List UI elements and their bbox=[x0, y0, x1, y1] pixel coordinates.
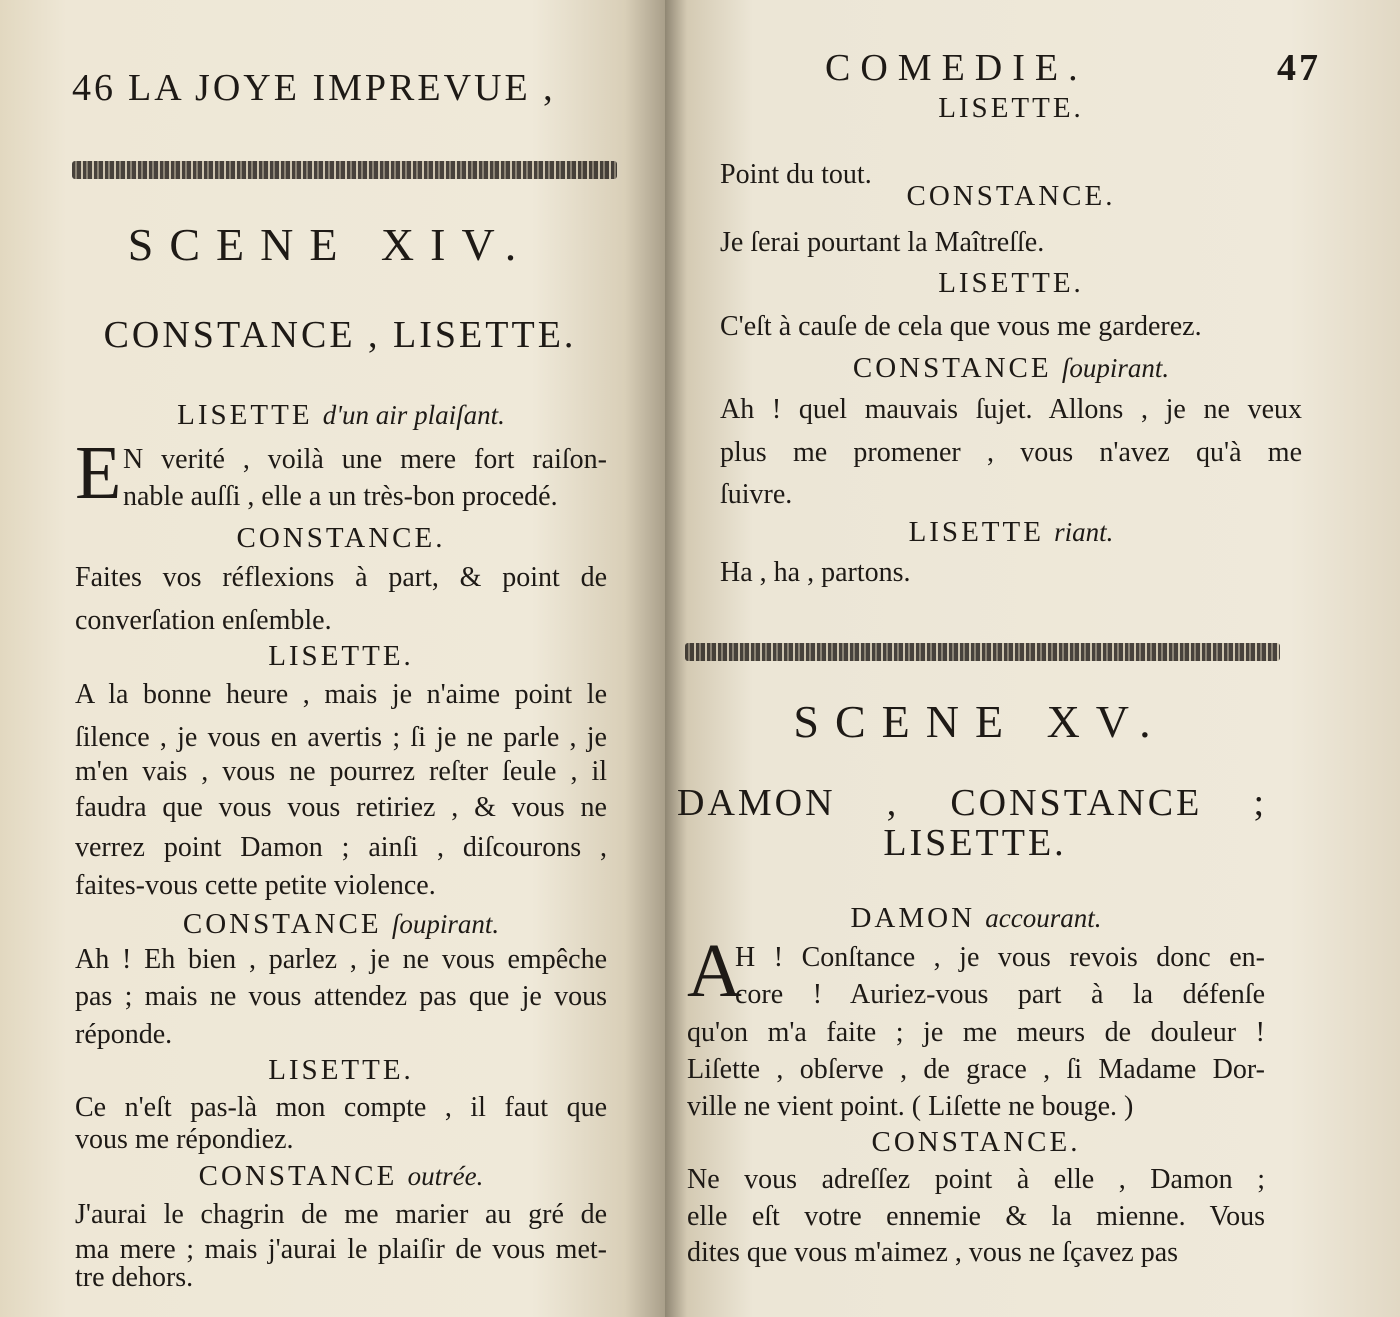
speaker-name: CONSTANCE. bbox=[906, 180, 1116, 212]
text-line: A la bonne heure , mais je n'aime point le bbox=[75, 679, 607, 710]
speaker-name: DAMON bbox=[850, 902, 976, 934]
scene-characters: LISETTE. bbox=[883, 822, 1067, 864]
text-line: Ne vous adreſſez point à elle , Damon ; bbox=[687, 1164, 1265, 1195]
drop-capital: A bbox=[687, 929, 742, 1013]
text-line: ſuivre. bbox=[720, 479, 793, 510]
speaker-name: LISETTE. bbox=[938, 92, 1084, 124]
page-number: 47 bbox=[1277, 47, 1321, 89]
text-line: ville ne vient point. ( Liſette ne bouge. ) bbox=[687, 1091, 1134, 1122]
text-line: Faites vos réflexions à part, & point de bbox=[75, 562, 607, 593]
running-head: COMEDIE. bbox=[825, 47, 1088, 89]
stage-direction: accourant. bbox=[985, 903, 1102, 933]
speaker-name: LISETTE bbox=[177, 399, 313, 431]
speaker-name: CONSTANCE bbox=[198, 1160, 398, 1192]
text-line: J'aurai le chagrin de me marier au gré de bbox=[75, 1199, 607, 1230]
stage-direction: ſoupirant. bbox=[1061, 353, 1170, 383]
text-line: elle eſt votre ennemie & la mienne. Vous bbox=[687, 1201, 1265, 1232]
speaker-line bbox=[720, 265, 1302, 301]
text-line: réponde. bbox=[75, 1019, 173, 1050]
speaker-line bbox=[720, 514, 1302, 550]
text-line: plus me promener , vous n'avez qu'à me bbox=[720, 437, 1302, 468]
text-line: m'en vais , vous ne pourrez reſter ſeule , il bbox=[75, 756, 607, 787]
text-line: ſilence , je vous en avertis ; ſi je ne parle , je bbox=[75, 722, 607, 753]
text-line: dites que vous m'aimez , vous ne ſçavez pas bbox=[687, 1237, 1179, 1268]
text-line: Liſette , obſerve , de grace , ſi Madame Dor- bbox=[687, 1054, 1265, 1085]
speaker-line bbox=[75, 520, 607, 556]
speaker-name: LISETTE. bbox=[938, 267, 1084, 299]
text-line: faites-vous cette petite violence. bbox=[75, 870, 436, 901]
stage-direction: riant. bbox=[1054, 517, 1114, 547]
text-line: core ! Auriez-vous part à la défenſe bbox=[735, 979, 1265, 1010]
text-line: qu'on m'a faite ; je me meurs de douleur ! bbox=[687, 1017, 1265, 1048]
scene-title: SCENE XV. bbox=[793, 696, 1167, 747]
text-line: vous me répondiez. bbox=[75, 1124, 294, 1155]
scene-characters: CONSTANCE , LISETTE. bbox=[103, 314, 577, 356]
text-line: N verité , voilà une mere fort raiſon- bbox=[123, 444, 607, 475]
speaker-name: LISETTE. bbox=[268, 640, 414, 672]
left-page bbox=[0, 0, 665, 1317]
scene-title: SCENE XIV. bbox=[127, 219, 533, 270]
speaker-line bbox=[720, 178, 1302, 214]
speaker-line bbox=[75, 1158, 607, 1194]
speaker-line bbox=[75, 1052, 607, 1088]
speaker-line bbox=[720, 90, 1302, 126]
right-page bbox=[665, 0, 1400, 1317]
text-line: pas ; mais ne vous attendez pas que je vous bbox=[75, 981, 607, 1012]
ornament-divider bbox=[72, 161, 617, 179]
scene-characters: DAMON , CONSTANCE ; bbox=[677, 782, 1267, 824]
text-line: Je ſerai pourtant la Maîtreſſe. bbox=[720, 227, 1045, 258]
speaker-name: CONSTANCE. bbox=[236, 522, 446, 554]
speaker-line bbox=[75, 906, 607, 942]
running-head: LA JOYE IMPREVUE , bbox=[128, 67, 556, 109]
text-line: converſation enſemble. bbox=[75, 605, 332, 636]
text-line: nable auſſi , elle a un très-bon procedé. bbox=[123, 481, 558, 512]
text-line: verrez point Damon ; ainſi , diſcourons , bbox=[75, 832, 607, 863]
text-line: tre dehors. bbox=[75, 1262, 194, 1293]
drop-capital: E bbox=[75, 431, 122, 515]
speaker-line bbox=[75, 397, 607, 433]
speaker-line bbox=[720, 350, 1302, 386]
text-line: Ah ! Eh bien , parlez , je ne vous empêche bbox=[75, 944, 607, 975]
text-line: Ah ! quel mauvais ſujet. Allons , je ne veux bbox=[720, 394, 1302, 425]
speaker-name: CONSTANCE bbox=[182, 908, 382, 940]
speaker-line bbox=[687, 900, 1265, 936]
page-number: 46 bbox=[72, 67, 116, 109]
stage-direction: ſoupirant. bbox=[391, 909, 500, 939]
text-line: Ce n'eſt pas-là mon compte , il faut que bbox=[75, 1092, 607, 1123]
text-line: H ! Conſtance , je vous revois donc en- bbox=[735, 942, 1265, 973]
speaker-name: LISETTE. bbox=[268, 1054, 414, 1086]
stage-direction: d'un air plaiſant. bbox=[322, 400, 505, 430]
text-line: C'eſt à cauſe de cela que vous me garderez. bbox=[720, 311, 1202, 342]
speaker-line bbox=[75, 638, 607, 674]
speaker-name: LISETTE bbox=[908, 516, 1044, 548]
text-line: ma mere ; mais j'aurai le plaiſir de vous met- bbox=[75, 1234, 607, 1265]
text-line: Point du tout. bbox=[720, 159, 872, 190]
stage-direction: outrée. bbox=[407, 1161, 484, 1191]
ornament-divider bbox=[685, 643, 1280, 661]
text-line: faudra que vous vous retiriez , & vous ne bbox=[75, 792, 607, 823]
speaker-line bbox=[687, 1124, 1265, 1160]
speaker-name: CONSTANCE bbox=[852, 352, 1052, 384]
text-line: Ha , ha , partons. bbox=[720, 557, 911, 588]
speaker-name: CONSTANCE. bbox=[871, 1126, 1081, 1158]
